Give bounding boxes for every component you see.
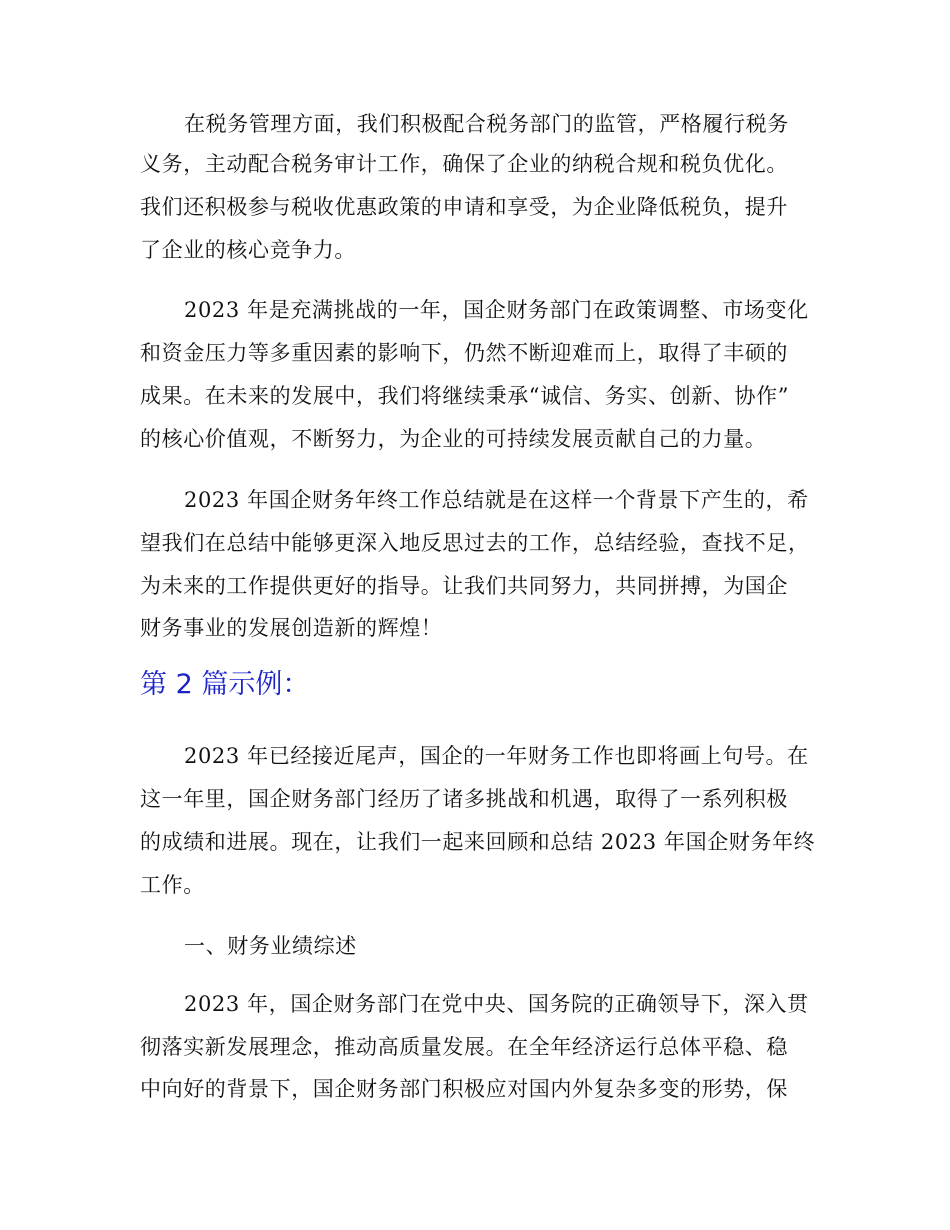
paragraph-2-line-4: 的核心价值观，不断努力，为企业的可持续发展贡献自己的力量。 xyxy=(140,427,767,451)
paragraph-2-line-1: 2023 年是充满挑战的一年，国企财务部门在政策调整、市场变化 xyxy=(184,298,809,322)
paragraph-3-line-4: 财务事业的发展创造新的辉煌！ xyxy=(140,616,443,640)
paragraph-5-line-2: 彻落实新发展理念，推动高质量发展。在全年经济运行总体平稳、稳 xyxy=(140,1035,788,1059)
section-heading: 第 2 篇示例： xyxy=(140,669,310,700)
paragraph-5-line-3: 中向好的背景下，国企财务部门积极应对国内外复杂多变的形势，保 xyxy=(140,1077,788,1101)
paragraph-1-line-3: 我们还积极参与税收优惠政策的申请和享受，为企业降低税负，提升 xyxy=(140,195,788,219)
paragraph-2-line-2: 和资金压力等多重因素的影响下，仍然不断迎难而上，取得了丰硕的 xyxy=(140,341,788,365)
paragraph-2-line-3: 成果。在未来的发展中，我们将继续秉承“诚信、务实、创新、协作” xyxy=(140,384,790,408)
paragraph-3-line-3: 为未来的工作提供更好的指导。让我们共同努力，共同拼搏，为国企 xyxy=(140,574,788,598)
paragraph-4-line-2: 这一年里，国企财务部门经历了诸多挑战和机遇，取得了一系列积极 xyxy=(140,787,788,811)
paragraph-3-line-2: 望我们在总结中能够更深入地反思过去的工作，总结经验，查找不足， xyxy=(140,531,810,555)
paragraph-4-line-1: 2023 年已经接近尾声，国企的一年财务工作也即将画上句号。在 xyxy=(184,744,809,768)
paragraph-1-line-1: 在税务管理方面，我们积极配合税务部门的监管，严格履行税务 xyxy=(184,112,789,136)
paragraph-1-line-4: 了企业的核心竞争力。 xyxy=(140,238,356,262)
subheading: 一、财务业绩综述 xyxy=(184,934,357,958)
paragraph-4-line-4: 工作。 xyxy=(140,873,205,897)
paragraph-5-line-1: 2023 年，国企财务部门在党中央、国务院的正确领导下，深入贯 xyxy=(184,992,809,1016)
paragraph-4-line-3: 的成绩和进展。现在，让我们一起来回顾和总结 2023 年国企财务年终 xyxy=(140,830,816,854)
paragraph-3-line-1: 2023 年国企财务年终工作总结就是在这样一个背景下产生的，希 xyxy=(184,488,809,512)
paragraph-1-line-2: 义务，主动配合税务审计工作，确保了企业的纳税合规和税负优化。 xyxy=(140,152,788,176)
